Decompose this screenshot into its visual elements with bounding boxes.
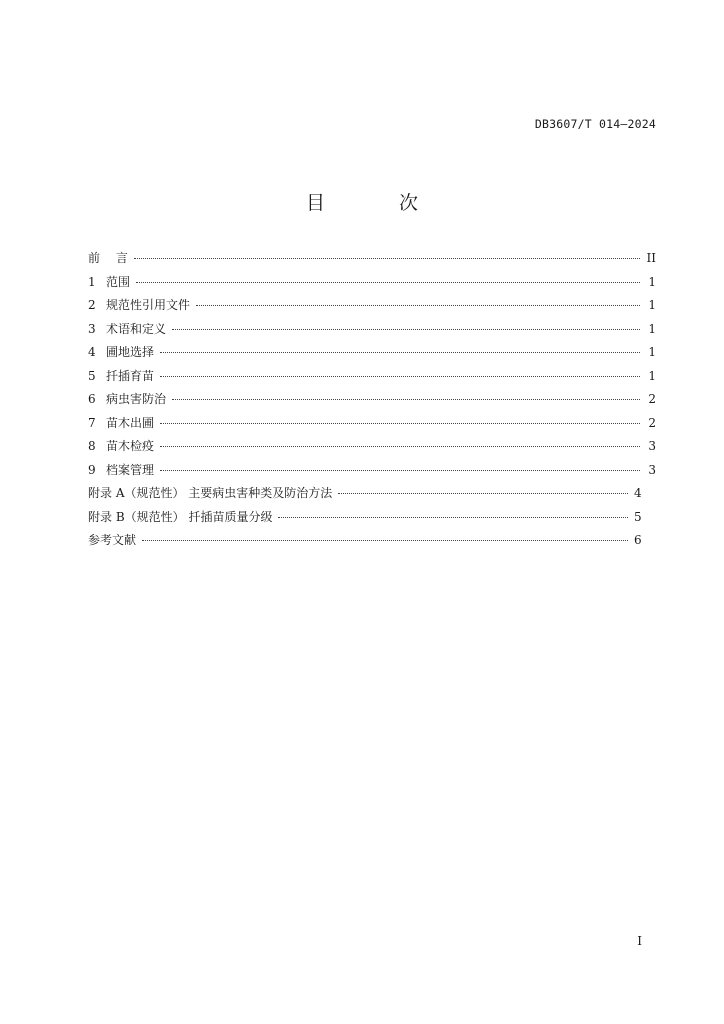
toc-entry-1[interactable] <box>88 272 656 296</box>
toc-leader-dots <box>160 352 640 353</box>
toc-leader-dots <box>160 376 640 377</box>
toc-entry-page: 2 <box>648 392 656 406</box>
toc-entry-number: 4 <box>88 345 96 359</box>
toc-entry-number: 7 <box>88 415 96 430</box>
toc-entry-page: 4 <box>634 486 642 500</box>
toc-entry-label: 圃地选择 <box>106 345 155 359</box>
toc-leader-dots <box>142 540 628 541</box>
toc-leader-dots <box>338 493 628 494</box>
toc-entry-4[interactable] <box>88 342 656 366</box>
toc-entry-preface[interactable] <box>88 248 656 272</box>
toc-entry-page: 1 <box>648 368 656 383</box>
toc-entry-number: 6 <box>88 392 96 406</box>
toc-entry-label: 术语和定义 <box>106 321 167 336</box>
toc-entry-9[interactable] <box>88 460 656 484</box>
toc-entry-3[interactable] <box>88 319 656 343</box>
toc-entry-page: 1 <box>648 321 656 336</box>
toc-entry-appendix-b[interactable] <box>88 507 656 531</box>
toc-entry-page: 1 <box>648 345 656 359</box>
toc-entry-label: 范围 <box>106 274 131 289</box>
table-of-contents <box>88 248 656 554</box>
toc-entry-label: 档案管理 <box>106 462 155 477</box>
toc-entry-label: 附录 A（规范性） 主要病虫害种类及防治方法 <box>88 486 333 500</box>
toc-entry-page: 6 <box>634 533 642 547</box>
toc-entry-label: 前 言 <box>88 251 128 265</box>
toc-entry-page: 5 <box>634 509 642 524</box>
toc-leader-dots <box>160 446 640 447</box>
toc-entry-page: 1 <box>648 298 656 312</box>
toc-entry-8[interactable] <box>88 436 656 460</box>
toc-entry-appendix-a[interactable] <box>88 483 656 507</box>
toc-entry-page: II <box>646 251 656 265</box>
toc-leader-dots <box>160 423 640 424</box>
toc-leader-dots <box>136 282 640 283</box>
toc-entry-page: 3 <box>648 462 656 477</box>
toc-entry-label: 病虫害防治 <box>106 392 167 406</box>
toc-leader-dots <box>196 305 640 306</box>
toc-entry-label: 苗木检疫 <box>106 439 155 453</box>
toc-entry-page: 1 <box>648 274 656 289</box>
toc-leader-dots <box>278 517 628 518</box>
toc-entry-number: 5 <box>88 368 96 383</box>
toc-entry-references[interactable] <box>88 530 656 554</box>
toc-entry-label: 附录 B（规范性） 扦插苗质量分级 <box>88 509 273 524</box>
toc-leader-dots <box>134 258 640 259</box>
toc-entry-page: 3 <box>648 439 656 453</box>
toc-entry-7[interactable] <box>88 413 656 437</box>
toc-entry-number: 9 <box>88 462 96 477</box>
toc-title: 目 次 <box>305 192 453 214</box>
toc-leader-dots <box>160 470 640 471</box>
toc-leader-dots <box>172 329 640 330</box>
toc-entry-number: 8 <box>88 439 96 453</box>
toc-entry-label: 苗木出圃 <box>106 415 155 430</box>
toc-entry-5[interactable] <box>88 366 656 390</box>
toc-entry-label: 规范性引用文件 <box>106 298 191 312</box>
toc-leader-dots <box>172 399 640 400</box>
toc-entry-number: 1 <box>88 274 96 289</box>
toc-entry-2[interactable] <box>88 295 656 319</box>
toc-entry-number: 3 <box>88 321 96 336</box>
toc-entry-label: 参考文献 <box>88 533 137 547</box>
page-number: I <box>637 934 642 948</box>
toc-entry-label: 扦插育苗 <box>106 368 155 383</box>
document-code: DB3607/T 014—2024 <box>534 117 656 131</box>
toc-entry-number: 2 <box>88 298 96 312</box>
toc-entry-6[interactable] <box>88 389 656 413</box>
toc-entry-page: 2 <box>648 415 656 430</box>
